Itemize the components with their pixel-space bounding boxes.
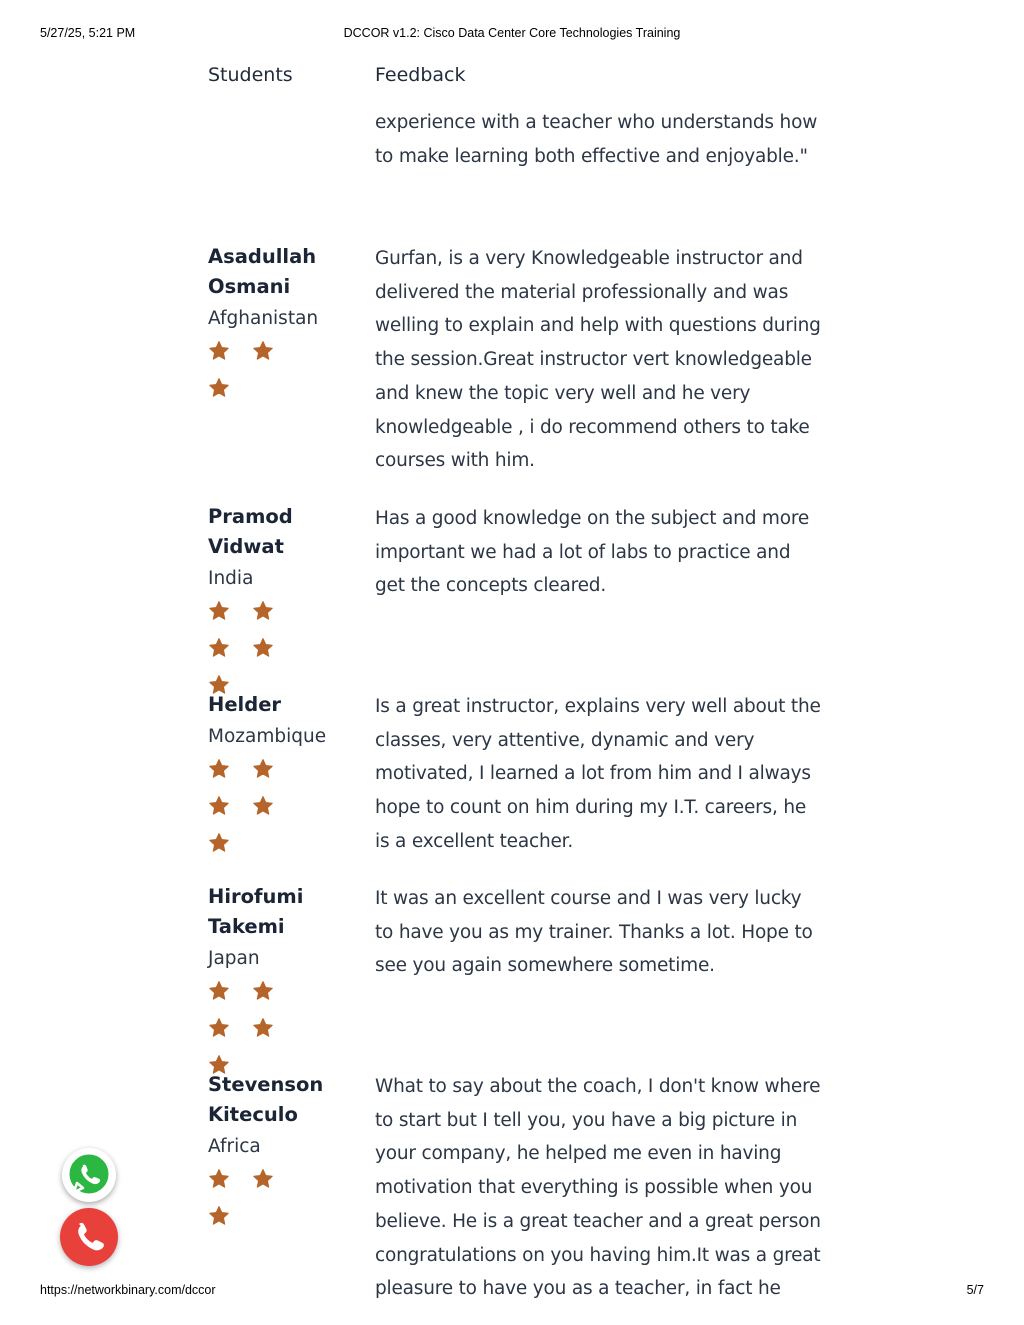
student-country: Mozambique: [208, 726, 327, 747]
star-icon: [252, 1017, 274, 1039]
call-button[interactable]: [60, 1208, 118, 1266]
student-name: Helder: [208, 693, 282, 716]
feedback-text: It was an excellent course and I was very lucky to have you as my trainer. Thanks a lot. Hope to see you again somewhere sometime.: [375, 888, 813, 977]
student-country: Japan: [208, 948, 260, 969]
student-cell: [208, 882, 375, 1070]
star-icon: [208, 637, 230, 659]
feedback-column-header: Feedback: [375, 64, 466, 86]
star-rating: [208, 758, 338, 869]
student-cell: [208, 690, 375, 882]
feedback-text: Gurfan, is a very Knowledgeable instructor and delivered the material professionally and was welling to explain and help with questions during the session.Great instructor vert knowledgeable and knew the topic very well and he very knowledgeable , i do recommend others to take courses with him.: [375, 248, 821, 472]
star-icon: [208, 1168, 230, 1190]
table-row: [208, 882, 828, 1070]
star-icon: [208, 795, 230, 817]
phone-icon: [60, 1208, 118, 1266]
feedback-text-continued: experience with a teacher who understands how to make learning both effective and enjoyable.": [375, 112, 818, 167]
print-page-number: 5/7: [966, 1283, 984, 1297]
feedback-text: Has a good knowledge on the subject and more important we had a lot of labs to practice and get the concepts cleared.: [375, 508, 810, 597]
student-country: Africa: [208, 1136, 261, 1157]
star-icon: [208, 1017, 230, 1039]
print-header: [40, 26, 984, 42]
table-row: [208, 1070, 828, 1310]
star-icon: [208, 832, 230, 854]
table-row: [208, 502, 828, 690]
table-header-row: [208, 60, 828, 106]
star-rating: [208, 1168, 338, 1242]
whatsapp-button[interactable]: [62, 1148, 116, 1202]
star-icon: [252, 1168, 274, 1190]
table-row-continued: [208, 106, 828, 242]
star-icon: [208, 340, 230, 362]
star-icon: [208, 758, 230, 780]
star-icon: [208, 1205, 230, 1227]
student-name: Stevenson Kiteculo: [208, 1073, 324, 1126]
print-page-title: DCCOR v1.2: Cisco Data Center Core Technologies Training: [343, 26, 681, 40]
star-icon: [208, 377, 230, 399]
student-country: Afghanistan: [208, 308, 319, 329]
star-icon: [252, 340, 274, 362]
student-cell: [208, 242, 375, 502]
star-icon: [252, 600, 274, 622]
student-name: Asadullah Osmani: [208, 245, 317, 298]
student-cell-empty: [208, 106, 375, 242]
star-icon: [252, 758, 274, 780]
testimonials-table: [208, 60, 828, 1310]
star-icon: [252, 795, 274, 817]
star-icon: [208, 980, 230, 1002]
print-page-url: https://networkbinary.com/dccor: [40, 1283, 216, 1297]
student-cell: [208, 1070, 375, 1310]
table-row: [208, 690, 828, 882]
table-row: [208, 242, 828, 502]
student-cell: [208, 502, 375, 690]
students-column-header: Students: [208, 64, 293, 86]
whatsapp-icon: [62, 1148, 116, 1202]
student-country: India: [208, 568, 254, 589]
star-icon: [252, 637, 274, 659]
student-name: Pramod Vidwat: [208, 505, 293, 558]
star-rating: [208, 340, 338, 414]
student-name: Hirofumi Takemi: [208, 885, 304, 938]
star-icon: [252, 980, 274, 1002]
star-icon: [208, 600, 230, 622]
print-datetime: 5/27/25, 5:21 PM: [40, 26, 136, 40]
feedback-text: Is a great instructor, explains very well about the classes, very attentive, dynamic and very motivated, I learned a lot from him and I always hope to count on him during my I.T. careers, he is a excellent teacher.: [375, 696, 821, 852]
feedback-text: What to say about the coach, I don't know where to start but I tell you, you have a big picture in your company, he helped me even in having motivation that everything is possible when you believe. He is a great teacher and a great person congratulations on you having him.It was a great pleasure to have you as a teacher, in fact he: [375, 1076, 821, 1300]
print-footer: [40, 1283, 984, 1299]
